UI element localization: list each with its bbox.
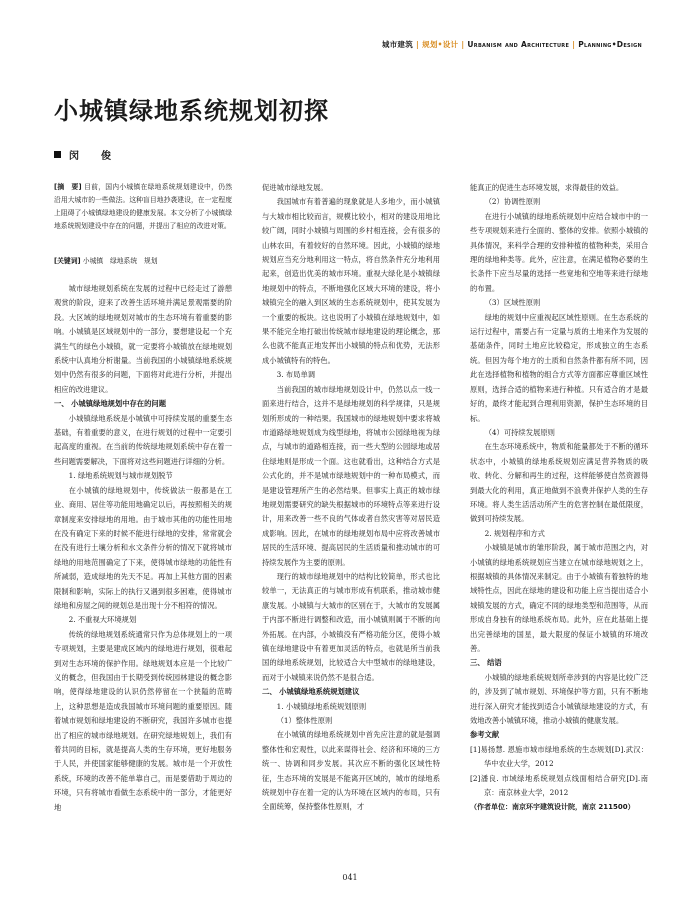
header-category-cn: 规划•设计 bbox=[422, 40, 459, 49]
running-header bbox=[382, 39, 642, 50]
paragraph: 传统的绿地规划系统通常只作为总体规划上的一项专项规划，主要是建成区域内的绿地进行规划，很难起到对生态环境的保护作用。绿地规划本应是一个比较广义的概念，但我国由于长期受到传统园林建设的概念影响，使得绿地建设的认识仍然停留在一个狭隘的范畴上，这种思想是造成我国城市环境问题的重要原因。随着城市规划和绿地建设的不断研究，我国许多城市也提出了相应的城市绿地规划。在研究绿地规划上，我们有着共同的目标，就是提高人类的生存环境，更好地服务于人民，并使国家能够健康的发展。城市是一个开放性系统，环境的改善不能单靠自己，而是要借助于周边的环境，只有将城市看做生态系统中的一部分，才能更好地 bbox=[54, 629, 232, 812]
column-1 bbox=[54, 181, 232, 815]
intro-paragraph: 城市绿地规划系统在发展的过程中已经走过了游憩观赏的阶段，迎来了改善生活环境并满足景观需要的阶段。大区域的绿地规划对城市的生态环境有着重要的影响。小城镇是区域规划中的一部分，要想建设起一个充满生气的绿色小城镇，就一定要将小城镇放在绿地规划系统中认真地分析谢量。当前我国的小城镇绿地系统规划中仍然有很多的问题，下面将对此进行分析，并提出相应的改进建议。 bbox=[54, 284, 232, 394]
abstract-text: 目前，国内小城镇在绿地系统规划建设中，仍然沿用大城市的一些做法。这种盲目地抄袭建设，在一定程度上阻碍了小城镇绿地建设的健康发展。本文分析了小城镇绿地系统规划建设中存在的问题，并提出了相应的改进对策。 bbox=[54, 183, 232, 230]
principle-heading: （1）整体性原则 bbox=[276, 716, 333, 726]
subsection-heading: 3. 布局单调 bbox=[276, 370, 316, 380]
subsection-heading: 1. 小城镇绿地系统规划原则 bbox=[276, 701, 367, 711]
paragraph: 我国城市有着普遍的现象就是人多地少，而小城镇与大城市相比较而言，规模比较小，相对的建设用地比较广阔，同时小城镇与周围的乡村相连接，会有很多的山林农田，有着较好的自然环境。因此，小城镇的绿地规划应当充分地利用这一特点，将自然条件充分地利用起来，创造出优美的城市环境。重视大绿化是小城镇绿地规划中的特点，不断地强化区域大环境的建设，将小城镇完全的融入到区域的生态系统规划中，使其发展为一个重要的板块。这也说明了小城镇在绿地规划中，如果不能完全地打破出传统城市绿地建设的理论概念，那么也就不能真正地发挥出小城镇的特点和优势，无法形成小城镇特有的特色。 bbox=[262, 197, 440, 365]
author-line bbox=[54, 147, 117, 162]
paragraph: 能真正的促进生态环境发展，求得最佳的效益。 bbox=[470, 183, 624, 192]
paragraph: 小城镇绿地系统是小城镇中可持续发展的重要生态基础，有着重要的意义，在进行规划的过程中一定要引起高度的重视。在当前的传统绿地规划系统中存在着一些问题需要解决，下面将对这些问题进行详细的分析。 bbox=[54, 413, 232, 466]
keywords-label: [关键词] bbox=[54, 257, 81, 265]
section-heading: 三、 结语 bbox=[470, 658, 502, 668]
paragraph: 在小城镇的绿地规划中，传统做法一般都是在工业、商用、居住等功能用地确定以后，再按照相关的规章制度来安排绿地的用地。由于城市其他的功能性用地在没有确定下来的时候不能进行绿地的安排，常常就会在没有进行土壤分析和水文条件分析的情况下就将城市绿地的用地范围确定了下来，使得城市绿地的功能性有所减弱，造成绿地的先天不足。再加上其他方面的因素限制和影响，实际上的执行又遇到很多困难，使得城市绿地和房屋之间的规划总是出现十分不相符的情况。 bbox=[54, 485, 232, 610]
author-bullet-icon bbox=[54, 151, 61, 158]
paragraph: 在小城镇的绿地系统规划中首先应注意的就是强调整体性和宏观性，以此来谋得社会、经济和环境的三方统一、协调和同步发展。其次应不断的强化区域性特征，生态环境的发展是不能离开区域的，城市的绿地系统规划中存在着一定的认为环境在区域内的布局，只有全面统筹，保持整体性原则，才 bbox=[262, 730, 440, 812]
paragraph: 促进城市绿地发展。 bbox=[262, 183, 328, 192]
keywords-text: 小城镇 绿地系统 规划 bbox=[82, 257, 158, 265]
paragraph: 绿地的规划中应重视起区域性原则。在生态系统的运行过程中，需要占有一定量与质的土地来作为发展的基础条件，同时土地应比较稳定，形成独立的生态系统。但因为每个地方的土质和自然条件都有所不同，因此在选择植物和植物的组合方式等方面都应尊重区域性原则，选择合适的植物来进行种植。只有适合的才是最好的，最终才能起到合理利用资源，保护生态环境的目标。 bbox=[470, 312, 648, 423]
principle-heading: （3）区域性原则 bbox=[484, 298, 541, 308]
principle-heading: （4）可持续发展原则 bbox=[484, 427, 555, 437]
paragraph: 小城镇的绿地系统规划所牵涉到的内容是比较广泛的，涉及到了城市规划、环境保护等方面，只有不断地进行深入研究才能找到适合小城镇绿地建设的方式，有效地改善小城镇环境，推动小城镇的健康发展。 bbox=[470, 672, 648, 726]
paragraph: 现行的城市绿地规划中的结构比较简单，形式也比较单一，无法真正的与城市形成有机联系，推动城市健康发展。小城镇与大城市的区别在于，大城市的发展属于内部不断进行调整和改造，而小城镇则属于不断的向外拓展。在内部，小城镇没有严格功能分区，使得小城镇在绿地建设中有着更加灵活的特点，也就是所当前我国的绿地系统规划，比较适合大中型城市的绿地建设，而对于小城镇来说仍然不是很合适。 bbox=[262, 571, 440, 682]
column-2 bbox=[262, 181, 440, 815]
header-section-cn: 城市建筑 bbox=[381, 40, 414, 49]
header-section-en: Urbanism and Architecture bbox=[467, 40, 570, 49]
paragraph: 小城镇是城市的雏形阶段，属于城市范围之内，对小城镇的绿地系统规划应当建立在城市绿地规划之上，根据城镇的具体情况来制定。由于小城镇有着独特的地域特性点，因此在绿地的建设和功能上应当提出适合小城镇发展的方式，确定不同的绿地类型和范围等，从而形成自身独有的绿地系统布局。此外，应在此基础上提出完善绿地的国星，最大限度的保证小城镇的环境改善。 bbox=[470, 543, 648, 653]
reference-item: [1]易扬慧. 恩施市城市绿地系统的生态规划[D].武汉：华中农业大学，2012 bbox=[470, 744, 648, 769]
article-title: 小城镇绿地系统规划初探 bbox=[54, 97, 329, 125]
abstract-label: [摘 要] bbox=[54, 183, 82, 191]
abstract bbox=[54, 181, 232, 233]
column-3 bbox=[470, 181, 648, 815]
references-heading: 参考文献 bbox=[470, 730, 500, 740]
subsection-heading: 1. 绿地系统规划与城市规划脱节 bbox=[68, 471, 173, 481]
paragraph: 在进行小城镇的绿地系统规划中应结合城市中的一些专项规划来进行全面的、整体的安排。依照小城镇的具体情况，来科学合理的安排种植的植物种类，采用合理的绿地种类等。此外，应注意，在满足植物必要的生长条件下应当尽量的选择一些宽地和空地等来进行绿地的布置。 bbox=[470, 211, 648, 293]
page-number: 041 bbox=[342, 873, 358, 882]
paragraph: 当前我国的城市绿地规划设计中，仍然以点一线一面来进行结合，这并不是绿地规划的科学规律，只是规划所形成的一种结果。我国城市的绿地规划中要求将城市道路绿地规划成为线型绿地，将城市公园绿地视为绿点，与城市的道路相连接，而一些大型的公园绿地或居住绿地则是形成一个面。这也就看出，这种结合方式是公式化的，并不是城市绿地规划中的一种布局模式，而是建设管理所产生的必然结果。但事实上真正的城市绿地规划需要研究的缺失根据城市的环境特点等来进行设计，用来改善一些不良的气体或者自然灾害等对居民造成影响。因此，在城市的绿地规划布局中应将改善城市居民的生活环境、提高居民的生活质量和推动城市的可持续发展作为主要的原则。 bbox=[262, 384, 440, 567]
section-heading: 二、 小城镇绿地系统规划建议 bbox=[262, 687, 360, 697]
header-divider: | bbox=[461, 40, 465, 49]
section-heading: 一、 小城镇绿地规划中存在的问题 bbox=[54, 399, 166, 409]
keywords bbox=[54, 255, 232, 268]
author-affiliation: （作者单位：南京环宇建筑设计院，南京 211500） bbox=[470, 803, 635, 812]
author-name: 闵 俊 bbox=[69, 151, 117, 162]
header-divider: | bbox=[416, 40, 420, 49]
subsection-heading: 2. 规划程序和方式 bbox=[484, 528, 545, 538]
header-category-en: Planning•Design bbox=[578, 40, 642, 49]
paragraph: 在生态环境系统中，物质和能量都处于不断的循环状态中，小城镇的绿地系统规划应满足营养物质的吸收、转化、分解和再生的过程，这样能够使自然资源得到最大化的利用，真正地做到不浪费并保护人类的生存环境。将人类生活活动所产生的危害控制在最低限度，做到可持续发展。 bbox=[470, 442, 648, 524]
subsection-heading: 2. 不重视大环境规划 bbox=[68, 615, 137, 625]
reference-item: [2]潘良. 市域绿地系统规划点线面相结合研究[D].南京：南京林业大学，2012 bbox=[470, 773, 648, 798]
principle-heading: （2）协调性原则 bbox=[484, 197, 541, 207]
header-divider: | bbox=[572, 40, 576, 49]
